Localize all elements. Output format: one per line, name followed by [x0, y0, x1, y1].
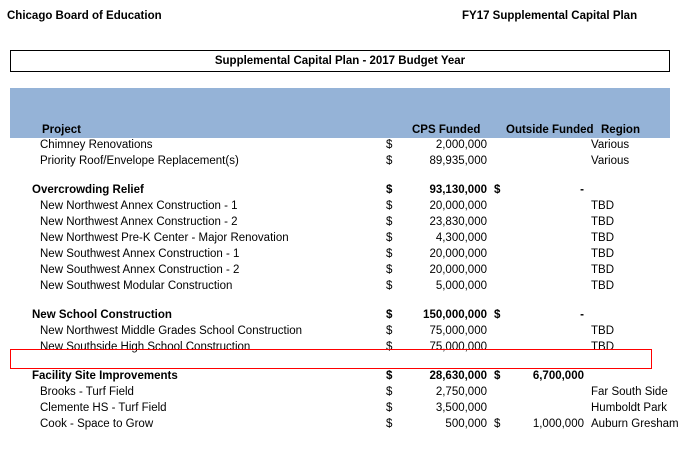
document-header	[0, 0, 680, 34]
cell-outside-currency-symbol: $	[494, 370, 501, 382]
table-row[interactable]	[0, 199, 680, 215]
cell-region: Far South Side	[591, 386, 668, 398]
table-row[interactable]	[0, 417, 680, 433]
table-header-band	[10, 88, 670, 138]
table-row[interactable]	[0, 215, 680, 231]
table-row[interactable]	[0, 263, 680, 279]
cell-cps-funded: 5,000,000	[435, 280, 487, 292]
cell-region: Auburn Gresham	[591, 418, 679, 430]
table-row[interactable]	[0, 138, 680, 154]
table-row-spacer	[0, 356, 680, 369]
cell-cps-funded: 23,830,000	[429, 216, 487, 228]
cell-project-name: New Southwest Annex Construction - 1	[40, 248, 240, 260]
table-row[interactable]	[0, 247, 680, 263]
cell-outside-currency-symbol: $	[494, 418, 501, 430]
cell-cps-funded: 93,130,000	[429, 184, 487, 196]
table-body	[0, 138, 680, 433]
column-header-region: Region	[601, 124, 640, 136]
cell-cps-currency-symbol: $	[386, 325, 393, 337]
cell-cps-currency-symbol: $	[386, 248, 393, 260]
cell-cps-currency-symbol: $	[386, 280, 393, 292]
table-group-row[interactable]	[0, 183, 680, 199]
cell-project-name: New Southwest Modular Construction	[40, 280, 233, 292]
table-row-spacer	[0, 295, 680, 308]
cell-outside-funded: 1,000,000	[532, 418, 584, 430]
cell-cps-currency-symbol: $	[386, 184, 393, 196]
cell-project-name: Brooks - Turf Field	[40, 386, 134, 398]
cell-cps-currency-symbol: $	[386, 139, 393, 151]
cell-project-name: Clemente HS - Turf Field	[40, 402, 167, 414]
cell-region: Various	[591, 139, 630, 151]
cell-cps-funded: 2,750,000	[435, 386, 487, 398]
cell-region: TBD	[591, 200, 614, 212]
cell-cps-currency-symbol: $	[386, 232, 393, 244]
cell-cps-funded: 20,000,000	[429, 248, 487, 260]
table-group-row[interactable]	[0, 308, 680, 324]
cell-cps-currency-symbol: $	[386, 370, 393, 382]
cell-cps-currency-symbol: $	[386, 200, 393, 212]
cell-region: TBD	[591, 280, 614, 292]
cell-cps-currency-symbol: $	[386, 309, 393, 321]
column-header-project: Project	[42, 124, 81, 136]
cell-project-name: New Northwest Pre-K Center - Major Renovation	[40, 232, 289, 244]
cell-cps-funded: 28,630,000	[429, 370, 487, 382]
cell-outside-funded: -	[580, 309, 584, 321]
cell-outside-currency-symbol: $	[494, 184, 501, 196]
plan-banner-label: Supplemental Capital Plan - 2017 Budget Year	[214, 55, 466, 67]
cell-cps-currency-symbol: $	[386, 418, 393, 430]
table-row[interactable]	[0, 324, 680, 340]
cell-cps-funded: 150,000,000	[423, 309, 487, 321]
cell-cps-funded: 4,300,000	[435, 232, 487, 244]
cell-outside-currency-symbol: $	[494, 309, 501, 321]
cell-cps-funded: 2,000,000	[435, 139, 487, 151]
cell-region: TBD	[591, 341, 614, 353]
cell-project-name: New Southwest Annex Construction - 2	[40, 264, 240, 276]
cell-project-name: New School Construction	[32, 309, 172, 321]
cell-cps-currency-symbol: $	[386, 216, 393, 228]
cell-region: TBD	[591, 248, 614, 260]
table-row[interactable]	[0, 340, 680, 356]
table-row[interactable]	[0, 385, 680, 401]
cell-project-name: New Northwest Middle Grades School Construction	[40, 325, 303, 337]
cell-outside-funded: -	[580, 184, 584, 196]
cell-region: TBD	[591, 325, 614, 337]
cell-region: TBD	[591, 232, 614, 244]
cell-project-name: New Northwest Annex Construction - 1	[40, 200, 238, 212]
cell-cps-currency-symbol: $	[386, 341, 393, 353]
cell-cps-funded: 89,935,000	[429, 155, 487, 167]
cell-cps-currency-symbol: $	[386, 402, 393, 414]
table-row[interactable]	[0, 279, 680, 295]
cell-cps-funded: 500,000	[445, 418, 487, 430]
cell-cps-funded: 20,000,000	[429, 264, 487, 276]
cell-region: Humboldt Park	[591, 402, 668, 414]
table-row[interactable]	[0, 401, 680, 417]
table-group-row[interactable]	[0, 369, 680, 385]
table-row-spacer	[0, 170, 680, 183]
cell-project-name: Overcrowding Relief	[32, 184, 144, 196]
cell-cps-funded: 75,000,000	[429, 341, 487, 353]
cell-project-name: Cook - Space to Grow	[40, 418, 154, 430]
cell-region: TBD	[591, 264, 614, 276]
cell-project-name: New Southside High School Construction	[40, 341, 251, 353]
table-row[interactable]	[0, 231, 680, 247]
organization-name: Chicago Board of Education	[7, 10, 162, 22]
cell-cps-funded: 3,500,000	[435, 402, 487, 414]
cell-outside-funded: 6,700,000	[532, 370, 584, 382]
table-row[interactable]	[0, 154, 680, 170]
column-header-outside-funded: Outside Funded	[506, 124, 594, 136]
cell-region: Various	[591, 155, 630, 167]
page-title: FY17 Supplemental Capital Plan	[462, 10, 638, 22]
plan-banner	[10, 50, 670, 72]
cell-cps-currency-symbol: $	[386, 386, 393, 398]
cell-cps-funded: 75,000,000	[429, 325, 487, 337]
cell-cps-currency-symbol: $	[386, 264, 393, 276]
cell-project-name: New Northwest Annex Construction - 2	[40, 216, 238, 228]
column-header-cps-funded: CPS Funded	[412, 124, 481, 136]
cell-region: TBD	[591, 216, 614, 228]
cell-project-name: Priority Roof/Envelope Replacement(s)	[40, 155, 239, 167]
cell-cps-currency-symbol: $	[386, 155, 393, 167]
cell-project-name: Chimney Renovations	[40, 139, 153, 151]
cell-cps-funded: 20,000,000	[429, 200, 487, 212]
cell-project-name: Facility Site Improvements	[32, 370, 178, 382]
